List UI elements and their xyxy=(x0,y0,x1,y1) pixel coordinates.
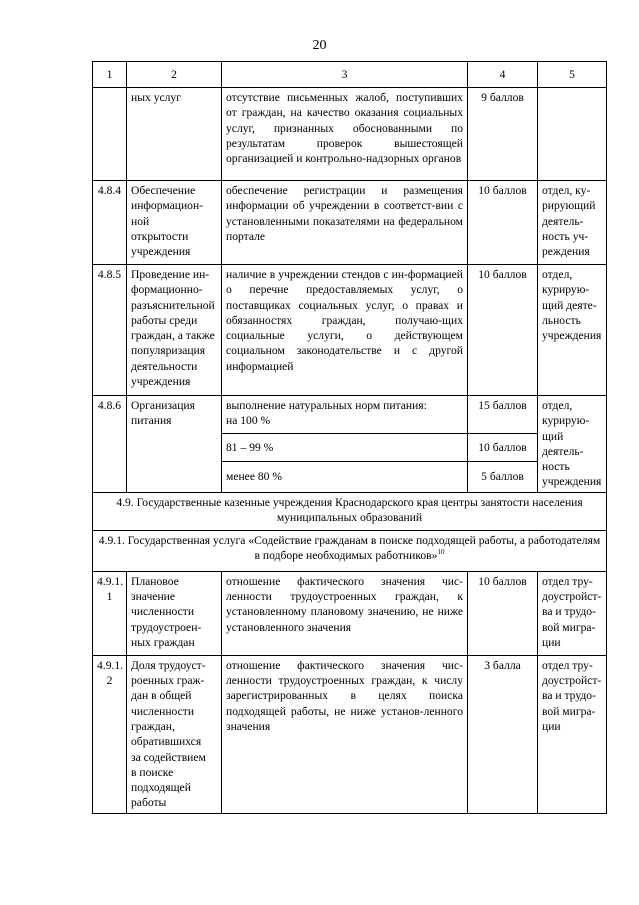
indicator-name: Проведение ин- формационно- разъяснительной работы среди граждан, а также популяризация деятельности учреждения xyxy=(127,265,222,396)
row-number: 4.8.5 xyxy=(93,265,127,396)
indicator-description: отношение фактического значения чис-ленности трудоустроенных граждан, к установленному плановому значению, не ниже установленного значения xyxy=(222,571,468,655)
indicator-score: 10 баллов xyxy=(468,265,538,396)
row-number: 4.8.4 xyxy=(93,181,127,265)
row-number: 4.9.1. 2 xyxy=(93,655,127,813)
table-row xyxy=(93,571,607,655)
page-number: 20 xyxy=(312,38,327,53)
indicator-score: 3 балла xyxy=(468,655,538,813)
indicator-name: ных услуг xyxy=(127,88,222,181)
responsible-unit: отдел, ку- рирующий деятель- ность уч- реждения xyxy=(538,181,607,265)
indicator-description: наличие в учреждении стендов с ин-формацией о перечне предоставляемых услуг, о поставщиках социальных услуг, о правах и обязанностях граждан, получаю-щих социальные услуги, о действующем социальном законодательстве и с другой информацией xyxy=(222,265,468,396)
header-cell: 1 xyxy=(93,62,127,88)
indicator-score: 15 баллов xyxy=(468,396,538,434)
indicator-score: 9 баллов xyxy=(468,88,538,181)
indicator-score: 10 баллов xyxy=(468,571,538,655)
table-row xyxy=(93,655,607,813)
table-header-row xyxy=(93,62,607,88)
subsection-heading-text: 4.9.1. Государственная услуга «Содействие гражданам в поиске подходящей работы, а работодателям в подборе необходимых работников» xyxy=(98,533,601,563)
header-cell: 3 xyxy=(222,62,468,88)
row-number: 4.9.1. 1 xyxy=(93,571,127,655)
row-number: 4.8.6 xyxy=(93,396,127,493)
indicator-name: Плановое значение численности трудоустроен- ных граждан xyxy=(127,571,222,655)
responsible-unit: отдел тру- доустройст- ва и трудо- вой мигра- ции xyxy=(538,655,607,813)
criteria-table xyxy=(92,61,607,814)
footnote-marker: 10 xyxy=(437,548,445,557)
table-row xyxy=(93,181,607,265)
responsible-unit: отдел, курирую- щий деяте- льность учреждения xyxy=(538,265,607,396)
row-number xyxy=(93,88,127,181)
indicator-name: Доля трудоуст- роенных граж- дан в общей численности граждан, обратившихся за содействием в поиске подходящей работы xyxy=(127,655,222,813)
section-heading-row xyxy=(93,492,607,530)
subsection-heading xyxy=(93,530,607,571)
section-heading: 4.9. Государственные казенные учреждения Краснодарского края центры занятости населения муниципальных образований xyxy=(93,492,607,530)
indicator-score: 10 баллов xyxy=(468,181,538,265)
subsection-heading-row xyxy=(93,530,607,571)
indicator-name: Обеспечение информацион- ной открытости учреждения xyxy=(127,181,222,265)
indicator-name: Организация питания xyxy=(127,396,222,493)
indicator-description: отношение фактического значения чис-ленности трудоустроенных граждан, к числу зарегистрированных в целях поиска подходящей работы, не ниже установ-ленного значения xyxy=(222,655,468,813)
responsible-unit: отдел тру- доустройст- ва и трудо- вой мигра- ции xyxy=(538,571,607,655)
header-cell: 4 xyxy=(468,62,538,88)
header-cell: 2 xyxy=(127,62,222,88)
table-row xyxy=(93,88,607,181)
indicator-description: выполнение натуральных норм питания: на 100 % xyxy=(222,396,468,434)
indicator-description: 81 – 99 % xyxy=(222,434,468,461)
responsible-unit xyxy=(538,88,607,181)
table-row xyxy=(93,396,607,434)
indicator-score: 10 баллов xyxy=(468,434,538,461)
indicator-description: обеспечение регистрации и размещения информации об учреждении в соответст-вии с установленными показателями на федеральном портале xyxy=(222,181,468,265)
header-cell: 5 xyxy=(538,62,607,88)
responsible-unit: отдел, курирую- щий деятель- ность учреждения xyxy=(538,396,607,493)
indicator-description: отсутствие письменных жалоб, поступивших от граждан, на качество оказания социальных услуг, признанных обоснованными по результатам проверок вышестоящей организацией и контрольно-надзорных органов xyxy=(222,88,468,181)
table-row xyxy=(93,265,607,396)
indicator-description: менее 80 % xyxy=(222,461,468,492)
indicator-score: 5 баллов xyxy=(468,461,538,492)
